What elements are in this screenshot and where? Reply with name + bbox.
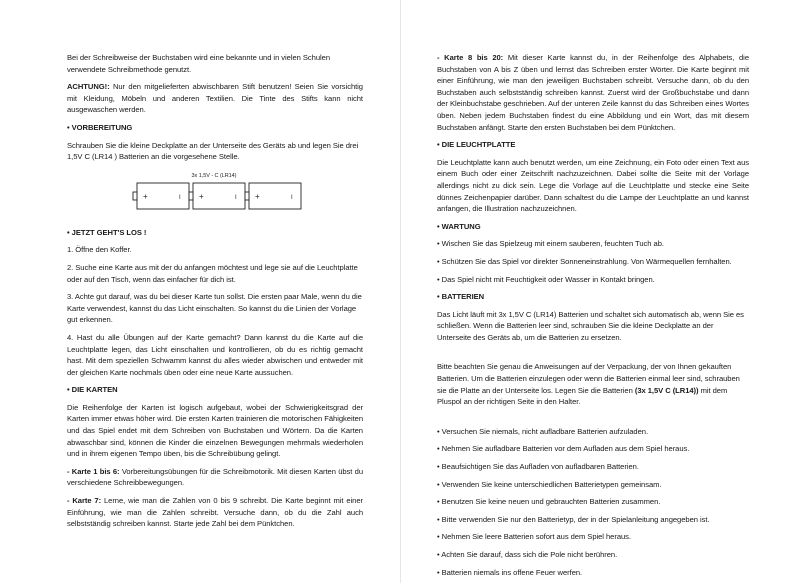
- battery-bullet: • Nehmen Sie aufladbare Batterien vor dem Aufladen aus dem Spiel heraus.: [437, 444, 690, 454]
- battery-plus-sign: +: [199, 191, 204, 201]
- card-8-20-paragraph: [437, 52, 749, 133]
- warning-paragraph: [67, 81, 363, 116]
- battery-bullet: • Verwenden Sie keine unterschiedlichen Batterietypen gemeinsam.: [437, 479, 662, 489]
- battery-1: [133, 183, 189, 209]
- card-1-6-text: Vorbereitungsübungen für die Schreibmotorik. Mit diesen Karten übst du verschiedene Schreibbewegungen.: [67, 466, 363, 488]
- battery-2: [189, 183, 245, 209]
- batt-heading: • BATTERIEN: [437, 292, 485, 302]
- battery-minus-sign: I: [235, 194, 237, 201]
- prep-paragraph: Schrauben Sie die kleine Deckplatte an der Unterseite des Geräts ab und legen Sie drei 1,5V C (LR14 ) Batterien an die vorgesehene Stelle.: [67, 140, 359, 162]
- battery-bullet: • Beaufsichtigen Sie das Aufladen von aufladbaren Batterien.: [437, 462, 639, 472]
- warning-text: Nur den mitgelieferten abwischbaren Stift benutzen! Seien Sie vorsichtig mit Kleidung, Möbeln und anderen Textilien. Die Tinte des Stifts kann nicht ausgewaschen werden.: [67, 82, 363, 115]
- card-7-paragraph: [67, 495, 363, 530]
- battery-bullet: • Batterien niemals ins offene Feuer werfen.: [437, 567, 583, 577]
- battery-bullet: • Benutzen Sie keine neuen und gebrauchten Batterien zusammen.: [437, 497, 661, 507]
- battery-plus-sign: +: [143, 191, 148, 201]
- instr-battery-type: (3x 1,5V C (LR14)): [634, 385, 699, 395]
- step-1: 1. Öffne den Koffer.: [67, 245, 132, 255]
- battery-3: [245, 183, 301, 209]
- maint-item-2: • Schützen Sie das Spiel vor direkter Sonneneinstrahlung. Von Wärmequellen fernhalten.: [437, 256, 732, 266]
- warning-label: ACHTUNG!:: [67, 82, 110, 92]
- card-1-6-paragraph: [67, 466, 363, 489]
- instr-text: Bitte beachten Sie genau die Anweisungen auf der Verpackung, der von Ihnen gekauften Batterien. Um die Batterien einzulegen oder wenn die Batterien einmal leer sind, schrauben sie die Platte an der Unterseite los. Legen Sie die Batterien: [437, 362, 740, 395]
- right-page: [437, 52, 749, 584]
- card-7-text: Lerne, wie man die Zahlen von 0 bis 9 schreibt. Die Karte beginnt mit einer Einführung, wie man die Zahlen schreibt. Versuche dann, ob du die Zahl auch selbstständig schreiben kannst. Starte jede Zahl bei dem Pünktchen.: [67, 496, 363, 529]
- maint-heading: • WARTUNG: [437, 221, 481, 231]
- step-4: 4. Hast du alle Übungen auf der Karte gemacht? Dann kannst du die Karte auf die Leuchtplatte legen, das Licht einschalten und kontrollieren, ob du es richtig gemacht hast. Mit dem speziellen Schwamm kannst du alles wieder abwischen und entweder mit der gleichen Karte nochmals üben oder eine neue Karte aussuchen.: [67, 332, 363, 377]
- card-1-6-label: - Karte 1 bis 6:: [67, 466, 120, 476]
- light-heading: • DIE LEUCHTPLATTE: [437, 140, 516, 150]
- battery-minus-sign: I: [179, 194, 181, 201]
- instr-tail: mit dem Pluspol an der richtigen Seite in den Halter.: [437, 385, 728, 407]
- intro-paragraph: Bei der Schreibweise der Buchstaben wird eine bekannte und in vielen Schulen verwendete Schreibmethode genutzt.: [67, 53, 330, 74]
- spacer: [437, 414, 749, 426]
- battery-plus-sign: +: [255, 191, 260, 201]
- battery-bullet: • Bitte verwenden Sie nur den Batterietyp, der in der Spielanleitung angegeben ist.: [437, 514, 710, 524]
- card-8-20-label: - Karte 8 bis 20:: [437, 53, 504, 62]
- battery-bullet: • Nehmen Sie leere Batterien sofort aus dem Spiel heraus.: [437, 532, 631, 542]
- light-paragraph: Die Leuchtplatte kann auch benutzt werden, um eine Zeichnung, ein Foto oder einen Text aus einem Buch oder einer Zeitschrift nachzuzeichnen. Dabei sollte die Seite mit der Vorlage allerdings nicht zu dick sein. Lege die Vorlage auf die Leuchtplatte und stecke eine Seite dünnes Zeichenpapier darüber. Dann schaltest du die Lampe der Leuchtplatte an und kannst anfangen, die Illustration nachzuzeichnen.: [437, 157, 749, 214]
- maint-item-3: • Das Spiel nicht mit Feuchtigkeit oder Wasser in Kontakt bringen.: [437, 274, 655, 284]
- left-page: [67, 52, 363, 536]
- batt-paragraph: Das Licht läuft mit 3x 1,5V C (LR14) Batterien und schaltet sich automatisch ab, wenn Sie es schließen. Wenn die Batterien leer sind, schrauben Sie die kleine Deckplatte an der Unterseite des Geräts ab, um die Batterien zu ersetzen.: [437, 309, 744, 342]
- battery-bullet: • Versuchen Sie niemals, nicht aufladbare Batterien aufzuladen.: [437, 426, 649, 436]
- instr-paragraph: [437, 361, 749, 407]
- spacer: [437, 349, 749, 361]
- step-3: 3. Achte gut darauf, was du bei dieser Karte tun sollst. Die ersten paar Male, wenn du die Karte verwendest, kannst du das Licht einschalten. So kannst du die Linien der Vorlage gut erkennen.: [67, 292, 362, 325]
- maint-item-1: • Wischen Sie das Spielzeug mit einem sauberen, feuchten Tuch ab.: [437, 239, 664, 249]
- battery-diagram: [67, 169, 363, 223]
- battery-minus-sign: I: [291, 194, 293, 201]
- go-heading: • JETZT GEHT'S LOS !: [67, 227, 147, 237]
- card-8-20-text: Mit dieser Karte kannst du, in der Reihenfolge des Alphabets, die Buchstaben von A bis Z üben und lernst das Schreiben erster Wörter. Die Karte beginnt mit einer Einführung, wie man den jeweiligen Buchstaben schreibt. Versuche dann, ob du den Buchstaben auch selbstständig schreiben kannst. Zuerst wird der Großbuchstabe und dann der Kleinbuchstabe geschrieben. Auf der unteren Zeile kannst du das Schreiben eines Wortes üben. Neben jedem Buchstaben findest du eine Abbildung und ein Wort, das mit diesem Buchstaben anfängt. Starte den ersten Buchstaben bei dem Pünktchen.: [437, 53, 749, 132]
- card-7-label: - Karte 7:: [67, 496, 102, 506]
- page-spine: [400, 0, 401, 583]
- cards-heading: • DIE KARTEN: [67, 385, 118, 395]
- cards-paragraph: Die Reihenfolge der Karten ist logisch aufgebaut, wobei der Schwierigkeitsgrad der Karten immer etwas höher wird. Die ersten Karten trainieren die motorischen Fähigkeiten und das Spiel endet mit dem Schreiben von Buchstaben und Wörtern. Da die Karten abwaschbar sind, können die Kinder die einzelnen Bewegungen mehrmals wiederholen und in ihrem eigenen Tempo üben, bis die Schreibübung gelingt.: [67, 402, 363, 459]
- battery-label: 3x 1,5V - C (LR14): [191, 172, 237, 179]
- prep-heading: • VORBEREITUNG: [67, 122, 133, 132]
- battery-bullet: • Achten Sie darauf, dass sich die Pole nicht berühren.: [437, 550, 618, 559]
- step-2: 2. Suche eine Karte aus mit der du anfangen möchtest und lege sie auf die Leuchtplatte oder auf den Tisch, wenn das einfacher für dich ist.: [67, 262, 358, 284]
